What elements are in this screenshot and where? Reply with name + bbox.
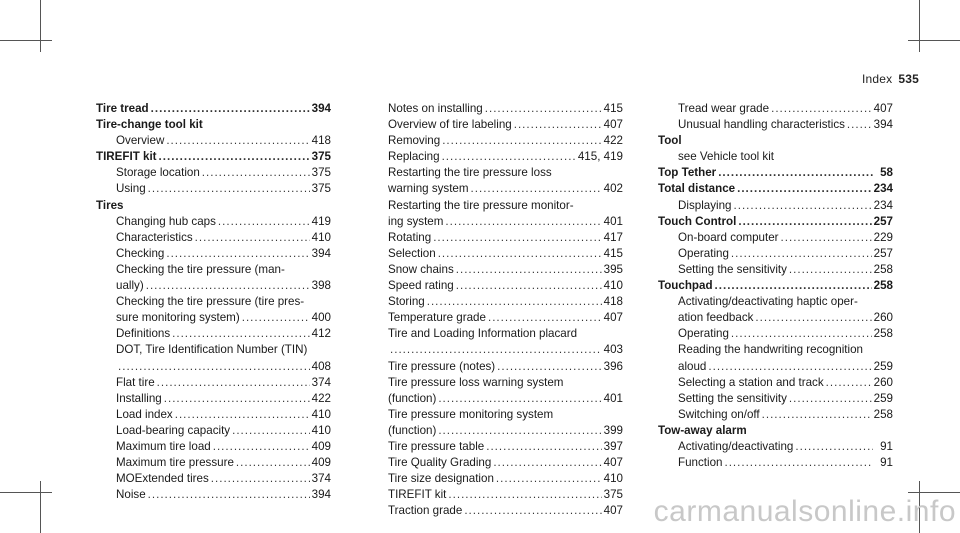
index-entry [388, 101, 623, 117]
entry-term: MOExtended tires [116, 472, 209, 486]
dot-leader [151, 101, 310, 117]
entry-term: ing system [388, 214, 444, 228]
entry-term: Tire pressure table [388, 439, 485, 453]
entry-term: Touchpad [658, 279, 713, 293]
dot-leader [157, 375, 310, 391]
dot-leader [159, 149, 310, 165]
dot-leader [146, 278, 310, 294]
index-heading: Tire pressure monitoring system [388, 407, 554, 421]
index-entry [388, 294, 623, 310]
index-heading: Tire and Loading Information placard [388, 327, 578, 341]
dot-leader [789, 262, 872, 278]
crop-mark [40, 0, 41, 52]
entry-term: Activating/deactivating [678, 439, 794, 453]
index-line: see Vehicle tool kit [678, 150, 775, 164]
page-reference[interactable]: 375 [311, 150, 331, 164]
index-entry [658, 310, 893, 326]
entry-term: sure monitoring system) [116, 311, 240, 325]
index-line: Activating/deactivating haptic oper- [678, 295, 858, 309]
index-entry [658, 214, 893, 230]
index-entry [96, 326, 331, 342]
dot-leader [172, 326, 310, 342]
entry-term: Setting the sensitivity [678, 262, 787, 276]
dot-leader [708, 359, 871, 375]
dot-leader [755, 310, 871, 326]
entry-term: Tire tread [96, 102, 149, 115]
page-number: 535 [898, 72, 919, 86]
entry-term: Maximum tire load [116, 439, 211, 453]
index-column-2 [388, 101, 623, 519]
dot-leader [433, 230, 601, 246]
index-heading: Restarting the tire pressure loss [388, 166, 552, 180]
page-reference[interactable]: 400 [311, 311, 331, 325]
entry-term: Tire pressure (notes) [388, 359, 496, 373]
dot-leader [195, 230, 310, 246]
dot-leader [789, 391, 872, 407]
index-entry [388, 278, 623, 294]
index-entry [658, 326, 893, 342]
entry-term: Unusual handling characteristics [678, 118, 845, 132]
dot-leader [213, 439, 310, 455]
entry-term: Setting the sensitivity [678, 391, 787, 405]
crop-mark [0, 40, 52, 41]
page-reference[interactable]: 375 [603, 488, 623, 502]
page-reference[interactable]: 91 [880, 456, 893, 470]
page-reference[interactable]: 418 [603, 295, 623, 309]
page-reference[interactable]: 415, 419 [577, 150, 623, 164]
page-reference[interactable]: 409 [311, 456, 331, 470]
page-reference[interactable]: 403 [603, 343, 623, 357]
dot-leader [826, 375, 872, 391]
entry-term: Installing [116, 391, 162, 405]
dot-leader [488, 310, 602, 326]
index-entry [96, 359, 331, 375]
index-heading: Tire pressure loss warning system [388, 375, 564, 389]
index-entry [96, 391, 331, 407]
page-reference[interactable]: 396 [603, 359, 623, 373]
dot-leader [166, 246, 309, 262]
page-reference[interactable]: 418 [311, 134, 331, 148]
crop-mark [40, 481, 41, 533]
page-reference[interactable]: 419 [311, 214, 331, 228]
page-reference[interactable]: 401 [603, 391, 623, 405]
dot-leader [164, 391, 310, 407]
page-reference[interactable]: 422 [311, 391, 331, 405]
entry-term: Selecting a station and track [678, 375, 824, 389]
index-entry [658, 230, 893, 246]
dot-leader [496, 471, 602, 487]
section-title: Index [862, 72, 893, 86]
index-entry [96, 214, 331, 230]
dot-leader [847, 117, 872, 133]
dot-leader [738, 214, 871, 230]
page-reference[interactable]: 257 [873, 214, 893, 228]
entry-term: Total distance [658, 182, 736, 196]
entry-term: Maximum tire pressure [116, 456, 234, 470]
page-reference[interactable]: 258 [873, 279, 893, 293]
index-entry [96, 423, 331, 439]
dot-leader [427, 294, 602, 310]
index-entry [658, 262, 893, 278]
page-reference[interactable]: 409 [311, 439, 331, 453]
index-entry [96, 375, 331, 391]
entry-term: Tire Quality Grading [388, 456, 492, 470]
index-entry [388, 262, 623, 278]
entry-term: ually) [116, 279, 144, 293]
index-entry [96, 230, 331, 246]
index-entry [388, 246, 623, 262]
dot-leader [737, 181, 872, 197]
entry-term: Top Tether [658, 166, 717, 180]
index-entry [388, 359, 623, 375]
entry-term: Overview of tire labeling [388, 118, 512, 132]
crop-mark [908, 492, 960, 493]
index-entry [388, 487, 623, 503]
dot-leader [148, 487, 310, 503]
index-entry [388, 310, 623, 326]
index-entry [96, 310, 331, 326]
page-reference[interactable]: 410 [603, 472, 623, 486]
dot-leader [456, 262, 602, 278]
index-entry [658, 181, 893, 197]
dot-leader [781, 230, 872, 246]
index-entry [96, 101, 331, 117]
page-reference[interactable]: 407 [603, 456, 623, 470]
dot-leader [118, 359, 310, 375]
entry-term: (function) [388, 391, 437, 405]
entry-term: TIREFIT kit [96, 150, 157, 164]
page-reference[interactable]: 58 [880, 166, 893, 180]
page-reference[interactable]: 407 [603, 504, 623, 518]
index-entry [96, 471, 331, 487]
index-entry [388, 391, 623, 407]
entry-term: Rotating [388, 230, 432, 244]
page-header [862, 72, 919, 86]
entry-term: Touch Control [658, 214, 737, 228]
entry-term: Removing [388, 134, 441, 148]
dot-leader [448, 487, 601, 503]
entry-term: Storage location [116, 166, 200, 180]
entry-term: Tread wear grade [678, 102, 770, 115]
index-entry [658, 246, 893, 262]
page-reference[interactable]: 410 [311, 423, 331, 437]
index-entry [658, 439, 893, 455]
dot-leader [493, 455, 601, 471]
index-entry [658, 117, 893, 133]
page-reference[interactable]: 259 [873, 359, 893, 373]
index-line: DOT, Tire Identification Number (TIN) [116, 343, 308, 357]
index-line: Checking the tire pressure (man- [116, 262, 285, 276]
page-reference[interactable]: 259 [873, 391, 893, 405]
page-reference[interactable]: 415 [603, 102, 623, 115]
entry-term: Storing [388, 295, 425, 309]
index-entry [96, 407, 331, 423]
entry-term: warning system [388, 182, 469, 196]
page-reference[interactable]: 417 [603, 230, 623, 244]
dot-leader [148, 181, 310, 197]
index-line: Checking the tire pressure (tire pres- [116, 295, 305, 309]
page-reference[interactable]: 260 [873, 311, 893, 325]
dot-leader [236, 455, 310, 471]
index-entry [388, 230, 623, 246]
index-heading: Tow-away alarm [658, 423, 747, 437]
page-reference[interactable]: 375 [311, 166, 331, 180]
index-entry [658, 101, 893, 117]
entry-term: Switching on/off [678, 407, 760, 421]
entry-term: Traction grade [388, 504, 463, 518]
index-entry [388, 503, 623, 519]
dot-leader [390, 342, 602, 358]
dot-leader [202, 165, 310, 181]
index-entry [96, 149, 331, 165]
entry-term: Operating [678, 246, 729, 260]
entry-term: Operating [678, 327, 729, 341]
index-entry [658, 375, 893, 391]
entry-term: (function) [388, 423, 437, 437]
page-reference[interactable]: 412 [311, 327, 331, 341]
page-reference[interactable]: 394 [311, 246, 331, 260]
index-entry [96, 181, 331, 197]
index-entry [388, 455, 623, 471]
index-entry [388, 149, 623, 165]
entry-term: Noise [116, 488, 146, 502]
page-reference[interactable]: 410 [311, 230, 331, 244]
page-reference[interactable]: 375 [311, 182, 331, 196]
dot-leader [771, 101, 872, 117]
page-reference[interactable]: 258 [873, 407, 893, 421]
entry-term: Using [116, 182, 146, 196]
entry-term: Replacing [388, 150, 440, 164]
dot-leader [166, 133, 309, 149]
index-heading: Tires [96, 198, 124, 212]
entry-term: Temperature grade [388, 311, 486, 325]
entry-term: Definitions [116, 327, 171, 341]
dot-leader [486, 439, 601, 455]
page-reference[interactable]: 410 [603, 279, 623, 293]
entry-term: Speed rating [388, 279, 454, 293]
watermark-text: carmanualsonline.info [653, 495, 956, 528]
page-reference[interactable]: 422 [603, 134, 623, 148]
index-entry [658, 198, 893, 214]
entry-term: Selection [388, 246, 436, 260]
index-entry [96, 246, 331, 262]
index-entry [388, 117, 623, 133]
page-reference[interactable]: 91 [880, 439, 893, 453]
dot-leader [442, 133, 601, 149]
page-reference[interactable]: 415 [603, 246, 623, 260]
index-heading: Tire-change tool kit [96, 118, 203, 132]
entry-term: Notes on installing [388, 102, 483, 115]
dot-leader [456, 278, 602, 294]
dot-leader [438, 423, 601, 439]
index-entry [388, 214, 623, 230]
dot-leader [445, 214, 601, 230]
crop-mark [919, 0, 920, 52]
entry-term: Function [678, 456, 723, 470]
page-reference[interactable]: 234 [873, 182, 893, 196]
dot-leader [795, 439, 873, 455]
entry-term: Load-bearing capacity [116, 423, 231, 437]
index-heading: Tool [658, 134, 682, 148]
page-reference[interactable]: 394 [311, 488, 331, 502]
dot-leader [514, 117, 602, 133]
index-entry [388, 471, 623, 487]
index-entry [96, 278, 331, 294]
index-column-1 [96, 101, 331, 503]
entry-term: Overview [116, 134, 165, 148]
page-reference[interactable]: 374 [311, 375, 331, 389]
index-entry [96, 165, 331, 181]
dot-leader [175, 407, 310, 423]
page-reference[interactable]: 410 [311, 407, 331, 421]
index-entry [388, 423, 623, 439]
entry-term: Changing hub caps [116, 214, 216, 228]
entry-term: Tire size designation [388, 472, 494, 486]
entry-term: Checking [116, 246, 165, 260]
index-line: Reading the handwriting recognition [678, 343, 863, 357]
dot-leader [731, 246, 872, 262]
page-reference[interactable]: 258 [873, 327, 893, 341]
dot-leader [734, 198, 872, 214]
index-entry [96, 133, 331, 149]
index-entry [388, 133, 623, 149]
index-entry [388, 342, 623, 358]
page-reference[interactable]: 402 [603, 182, 623, 196]
entry-term: Load index [116, 407, 173, 421]
crop-mark [0, 492, 52, 493]
dot-leader [724, 455, 873, 471]
dot-leader [715, 278, 872, 294]
dot-leader [211, 471, 310, 487]
dot-leader [218, 214, 310, 230]
page-reference[interactable]: 407 [873, 102, 893, 115]
dot-leader [485, 101, 602, 117]
entry-term: Flat tire [116, 375, 155, 389]
page-reference[interactable]: 399 [603, 423, 623, 437]
page-reference[interactable]: 397 [603, 439, 623, 453]
dot-leader [731, 326, 872, 342]
index-entry [658, 455, 893, 471]
dot-leader [442, 149, 576, 165]
index-column-3 [658, 101, 893, 471]
page-reference[interactable]: 394 [873, 118, 893, 132]
page-reference[interactable]: 408 [311, 359, 331, 373]
page-reference[interactable]: 401 [603, 214, 623, 228]
dot-leader [438, 391, 601, 407]
page-reference[interactable]: 257 [873, 246, 893, 260]
page-reference[interactable]: 398 [311, 279, 331, 293]
dot-leader [497, 359, 601, 375]
entry-term: aloud [678, 359, 707, 373]
index-entry [96, 455, 331, 471]
entry-term: Characteristics [116, 230, 193, 244]
entry-term: Snow chains [388, 262, 454, 276]
dot-leader [718, 165, 873, 181]
dot-leader [471, 181, 602, 197]
page-reference[interactable]: 260 [873, 375, 893, 389]
page-reference[interactable]: 394 [311, 102, 331, 115]
page-reference[interactable]: 229 [873, 230, 893, 244]
index-entry [658, 278, 893, 294]
index-entry [388, 181, 623, 197]
entry-term: Displaying [678, 198, 732, 212]
dot-leader [464, 503, 601, 519]
dot-leader [242, 310, 310, 326]
page-reference[interactable]: 407 [603, 311, 623, 325]
crop-mark [908, 40, 960, 41]
index-entry [658, 165, 893, 181]
index-heading: Restarting the tire pressure monitor- [388, 198, 574, 212]
entry-term: TIREFIT kit [388, 488, 447, 502]
dot-leader [232, 423, 310, 439]
entry-term: ation feedback [678, 311, 754, 325]
dot-leader [438, 246, 602, 262]
index-entry [388, 439, 623, 455]
dot-leader [762, 407, 872, 423]
page-reference[interactable]: 395 [603, 262, 623, 276]
index-entry [96, 487, 331, 503]
index-entry [96, 439, 331, 455]
index-entry [658, 391, 893, 407]
index-entry [658, 407, 893, 423]
page-reference[interactable]: 234 [873, 198, 893, 212]
page-reference[interactable]: 374 [311, 472, 331, 486]
page-reference[interactable]: 407 [603, 118, 623, 132]
entry-term: On-board computer [678, 230, 779, 244]
page-reference[interactable]: 258 [873, 262, 893, 276]
index-entry [658, 359, 893, 375]
